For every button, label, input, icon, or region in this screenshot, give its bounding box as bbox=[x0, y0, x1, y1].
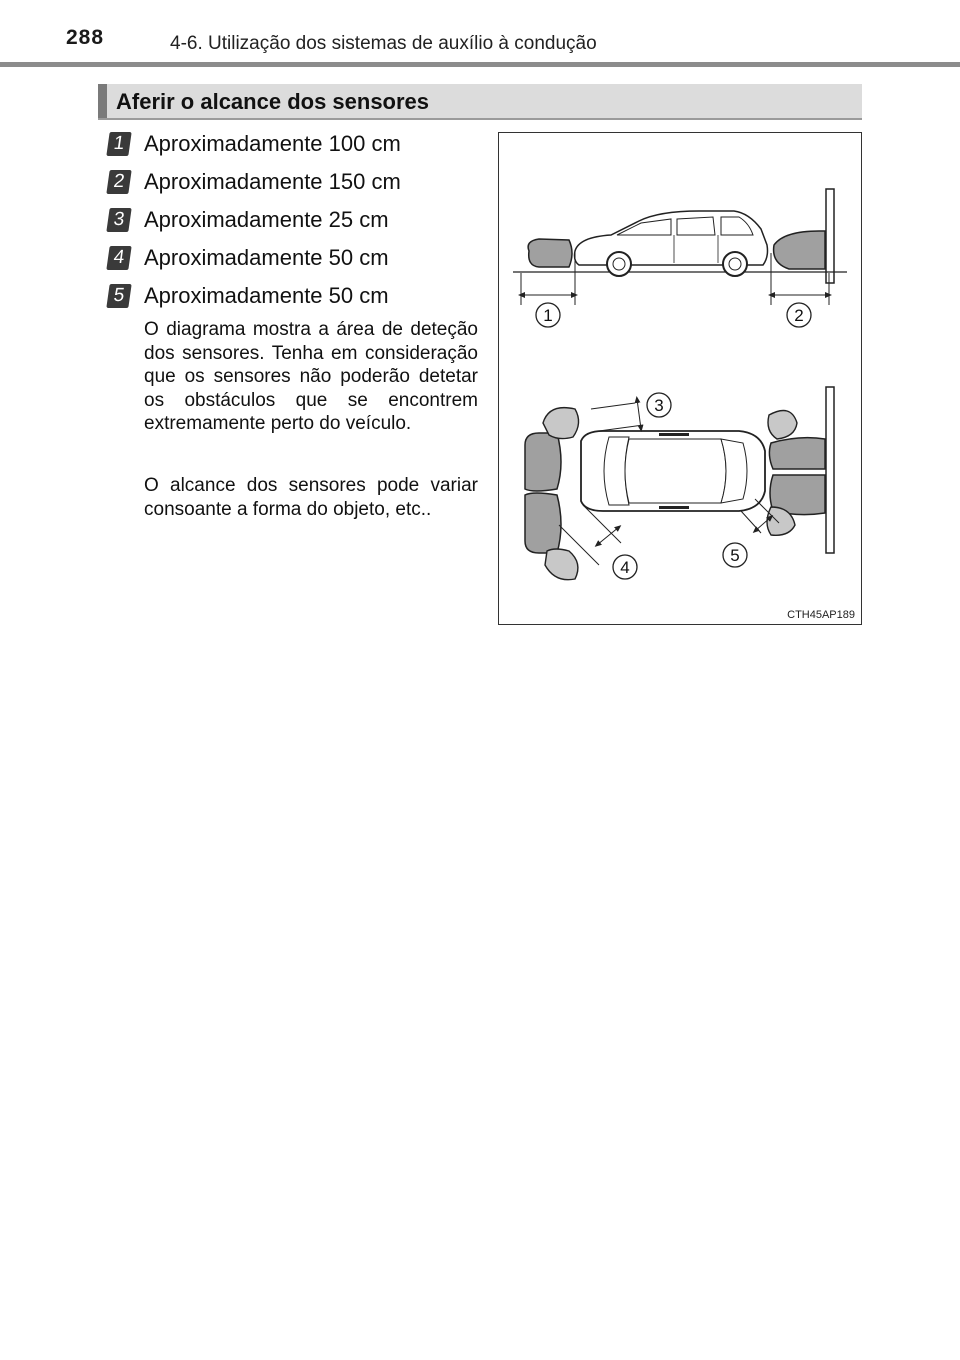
car-hub-rear bbox=[729, 258, 741, 270]
item-number-badge: 4 bbox=[106, 246, 131, 270]
dimension-line-3 bbox=[637, 399, 641, 429]
car-hub-front bbox=[613, 258, 625, 270]
front-corner-area-lower bbox=[545, 549, 578, 580]
item-list bbox=[104, 125, 484, 315]
dim-tick bbox=[591, 403, 635, 409]
callout-4-label: 4 bbox=[620, 558, 630, 577]
mirror-line bbox=[659, 433, 689, 436]
rear-center-area-upper bbox=[769, 438, 825, 469]
item-text: Aproximadamente 50 cm bbox=[144, 245, 389, 270]
header-rule bbox=[0, 62, 960, 67]
item-number-badge: 2 bbox=[106, 170, 131, 194]
car-window-middle bbox=[677, 217, 715, 235]
callout-1-label: 1 bbox=[543, 306, 553, 325]
paragraph-detection-area: O diagrama mostra a área de deteção dos sensores. Tenha em consideração que os sensores não poderão detetar os obstáculos que se encontrem extremamente perto do veículo. bbox=[144, 319, 478, 434]
chapter-title: 4-6. Utilização dos sistemas de auxílio à condução bbox=[170, 33, 597, 54]
paragraph-range-variation: O alcance dos sensores pode variar consoante a forma do objeto, etc.. bbox=[144, 475, 478, 520]
item-text: Aproximadamente 50 cm bbox=[144, 283, 389, 308]
car-top-roof bbox=[625, 439, 726, 503]
item-number-badge: 5 bbox=[106, 284, 131, 308]
list-item bbox=[104, 163, 484, 201]
rear-corner-area-upper bbox=[768, 411, 797, 440]
item-number-badge: 1 bbox=[106, 132, 131, 156]
callout-5-label: 5 bbox=[730, 546, 740, 565]
dim-tick bbox=[741, 511, 761, 533]
wall-top bbox=[826, 387, 834, 553]
page-number: 288 bbox=[66, 26, 105, 49]
front-center-area-lower bbox=[525, 493, 561, 553]
callout-2-label: 2 bbox=[794, 306, 804, 325]
top-view bbox=[525, 387, 834, 580]
section-title: Aferir o alcance dos sensores bbox=[116, 89, 430, 114]
front-center-area-upper bbox=[525, 433, 561, 491]
item-text: Aproximadamente 100 cm bbox=[144, 131, 401, 156]
side-view bbox=[513, 189, 847, 327]
wall-side bbox=[826, 189, 834, 283]
front-detection-area bbox=[528, 239, 572, 267]
rear-detection-area bbox=[774, 231, 825, 269]
sensor-diagram-svg bbox=[499, 133, 863, 626]
list-item bbox=[104, 277, 484, 315]
item-text: Aproximadamente 25 cm bbox=[144, 207, 389, 232]
item-text: Aproximadamente 150 cm bbox=[144, 169, 401, 194]
list-item bbox=[104, 125, 484, 163]
mirror-line bbox=[659, 506, 689, 509]
section-bar-underline bbox=[98, 118, 862, 120]
figure-code: CTH45AP189 bbox=[787, 609, 855, 621]
item-number-badge: 3 bbox=[106, 208, 131, 232]
list-item bbox=[104, 201, 484, 239]
front-corner-area-upper bbox=[543, 408, 579, 439]
callout-3-label: 3 bbox=[654, 396, 664, 415]
list-item bbox=[104, 239, 484, 277]
sensor-range-figure bbox=[498, 132, 862, 625]
